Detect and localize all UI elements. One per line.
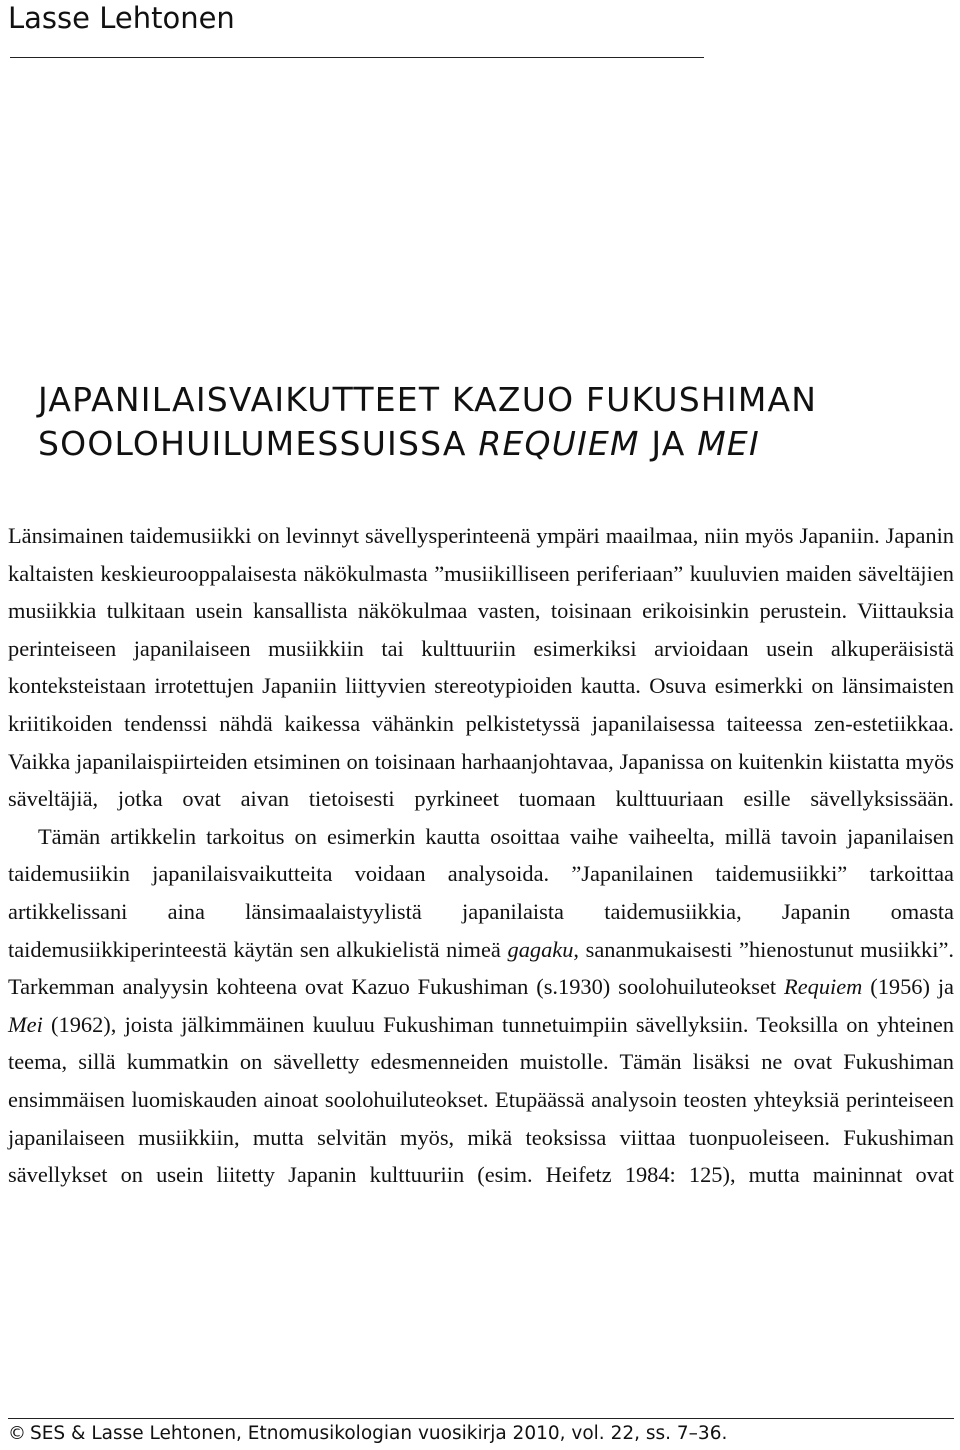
footer-rule [8, 1418, 954, 1419]
paragraph-2-part-d: (1962), joista jälkimmäinen kuuluu Fukushiman tunnetuimpiin sävellyksiin. Teoksilla on yhteinen teema, sillä kummatkin on sävelletty edesmenneiden muistolle. Tämän lisäksi ne ovat Fukushiman ensimmäisen luomiskauden ainoat soolohuiluteokset. Etupäässä analysoin teosten yhteyksiä perinteiseen japanilaiseen musiikkiin, mutta selvitän myös, mikä teoksissa viittaa tuonpuoleiseen. Fukushiman sävellykset on usein liitetty Japanin kulttuuriin (esim. Heifetz 1984: 125), mutta maininnat ovat [8, 1011, 954, 1188]
title-work-requiem: REQUIEM [478, 424, 640, 463]
author-name: Lasse Lehtonen [8, 1, 235, 35]
paragraph-2-part-a: Tämän artikkelin tarkoitus on esimerkin kautta osoittaa vaihe vaiheelta, millä tavoin japanilaisen taidemusiikin japanilaisvaikutteita voidaan analysoida. ”Japanilainen taidemusiikki” tarkoittaa artikkelissani aina länsimaalaistyylistä japanilaista taidemusiikkia, Japanin omasta taidemusiikkiperinteestä käytän sen alkukielistä nimeä [8, 823, 954, 962]
work-requiem: Requiem [784, 974, 863, 1000]
paragraph-2-part-b: , sananmukaisesti ”hienostunut musiikki”. Tarkemman analyysin kohteena ovat Kazuo Fukushiman (s.1930) soolohuiluteokset [8, 936, 955, 1000]
copyright-icon: © [8, 1423, 26, 1444]
title-prefix: SOOLOHUILUMESSUISSA [38, 424, 479, 463]
title-join: JA [639, 424, 698, 463]
title-line-2 [38, 422, 938, 466]
footer-citation [8, 1421, 954, 1447]
article-title [38, 378, 938, 466]
title-line-1: JAPANILAISVAIKUTTEET KAZUO FUKUSHIMAN [38, 380, 818, 419]
paragraph-2-part-c: (1956) ja [862, 974, 954, 1000]
citation-text: SES & Lasse Lehtonen, Etnomusikologian vuosikirja 2010, vol. 22, ss. 7–36. [30, 1423, 728, 1444]
work-mei: Mei [8, 1011, 43, 1037]
header-rule [10, 57, 704, 58]
paragraph-2 [8, 818, 954, 1194]
paragraph-1: Länsimainen taidemusiikki on levinnyt sävellysperinteenä ympäri maailmaa, niin myös Japaniin. Japanin kaltaisten keskieurooppalaisesta näkökulmasta ”musiikilliseen periferiaan” kuuluvien maiden säveltäjien musiikkia tulkitaan usein kansallista näkökulmaa vasten, toisinaan erikoisinkin perustein. Viittauksia perinteiseen japanilaiseen musiikkiin tai kulttuuriin esimerkiksi arvioidaan usein alkuperäisistä konteksteistaan irrotettujen Japaniin liittyvien stereotypioiden kautta. Osuva esimerkki on länsimaisten kriitikoiden tendenssi nähdä kaikessa vähänkin pelkistetyssä japanilaisessa taiteessa zen-estetiikkaa. Vaikka japanilaispiirteiden etsiminen on toisinaan harhaanjohtavaa, Japanissa on kuitenkin kiistatta myös säveltäjiä, jotka ovat aivan tietoisesti pyrkineet tuomaan kulttuuriaan esille sävellyksissään. [8, 523, 954, 812]
article-body [8, 517, 954, 1194]
term-gagaku: gagaku [507, 936, 574, 962]
title-work-mei: MEI [697, 424, 760, 463]
